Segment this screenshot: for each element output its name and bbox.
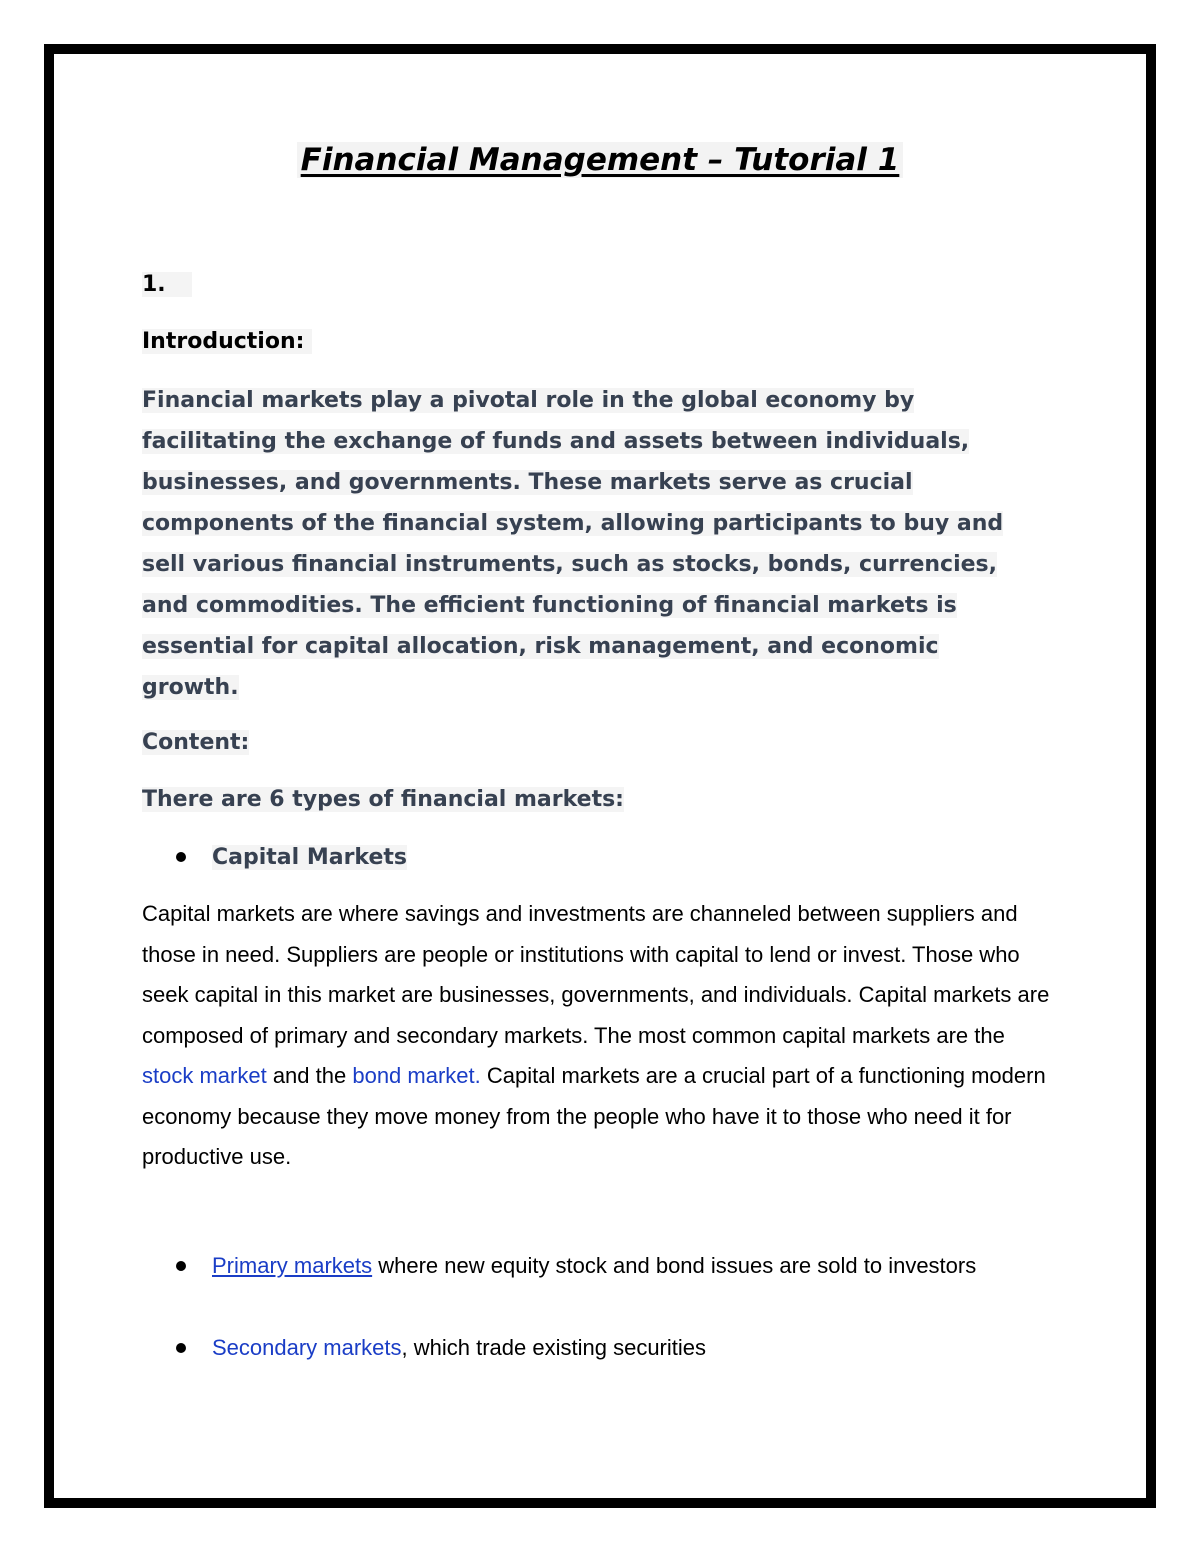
- document-title: [0, 140, 1200, 180]
- primary-markets-item: [212, 1246, 1052, 1287]
- primary-markets-link[interactable]: Primary markets: [212, 1253, 373, 1278]
- document-title-text: Financial Management – Tutorial 1: [297, 142, 904, 178]
- introduction-paragraph: [142, 380, 1042, 708]
- stock-market-link[interactable]: stock market: [142, 1063, 267, 1088]
- content-heading: [142, 722, 1042, 763]
- capital-markets-text-part1: Capital markets are where savings and investments are channeled between suppliers and those in need. Suppliers are people or institutions with capital to lend or invest. Those who seek capital in this market are businesses, governments, and individuals. Capital markets are composed of primary and secondary markets. The most common capital markets are the: [142, 901, 1050, 1048]
- bond-market-link[interactable]: bond market.: [352, 1063, 481, 1088]
- capital-markets-heading: [212, 837, 1052, 878]
- content-heading-text: Content:: [142, 730, 250, 755]
- page-border: [44, 44, 1156, 1508]
- secondary-markets-link[interactable]: Secondary markets: [212, 1335, 402, 1360]
- types-intro-text: There are 6 types of financial markets:: [142, 787, 624, 812]
- introduction-heading: [142, 327, 312, 357]
- introduction-heading-text: Introduction:: [142, 329, 312, 354]
- secondary-markets-item: [212, 1328, 1052, 1369]
- primary-markets-text: where new equity stock and bond issues are sold to investors: [372, 1253, 977, 1278]
- bullet-dot-capital-markets: [176, 852, 186, 862]
- capital-markets-text-part3: Capital markets are a crucial part of a functioning modern economy because they move money from the people who have it to those who need it for productive use.: [142, 1063, 1046, 1169]
- types-intro: [142, 779, 1042, 820]
- bullet-dot-primary-markets: [176, 1261, 186, 1271]
- capital-markets-text-part2: and the: [266, 1063, 353, 1088]
- question-number: [142, 270, 192, 300]
- bullet-dot-secondary-markets: [176, 1343, 186, 1353]
- capital-markets-paragraph: [142, 894, 1062, 1178]
- capital-markets-heading-text: Capital Markets: [212, 845, 408, 870]
- secondary-markets-text: , which trade existing securities: [401, 1335, 706, 1360]
- introduction-paragraph-text: Financial markets play a pivotal role in the global economy by facilitating the exchange of funds and assets between individuals, businesses, and governments. These markets serve as crucial components of the financial system, allowing participants to buy and sell various financial instruments, such as stocks, bonds, currencies, and commodities. The efficient functioning of financial markets is essential for capital allocation, risk management, and economic growth.: [142, 388, 1004, 700]
- question-number-text: 1.: [142, 272, 192, 297]
